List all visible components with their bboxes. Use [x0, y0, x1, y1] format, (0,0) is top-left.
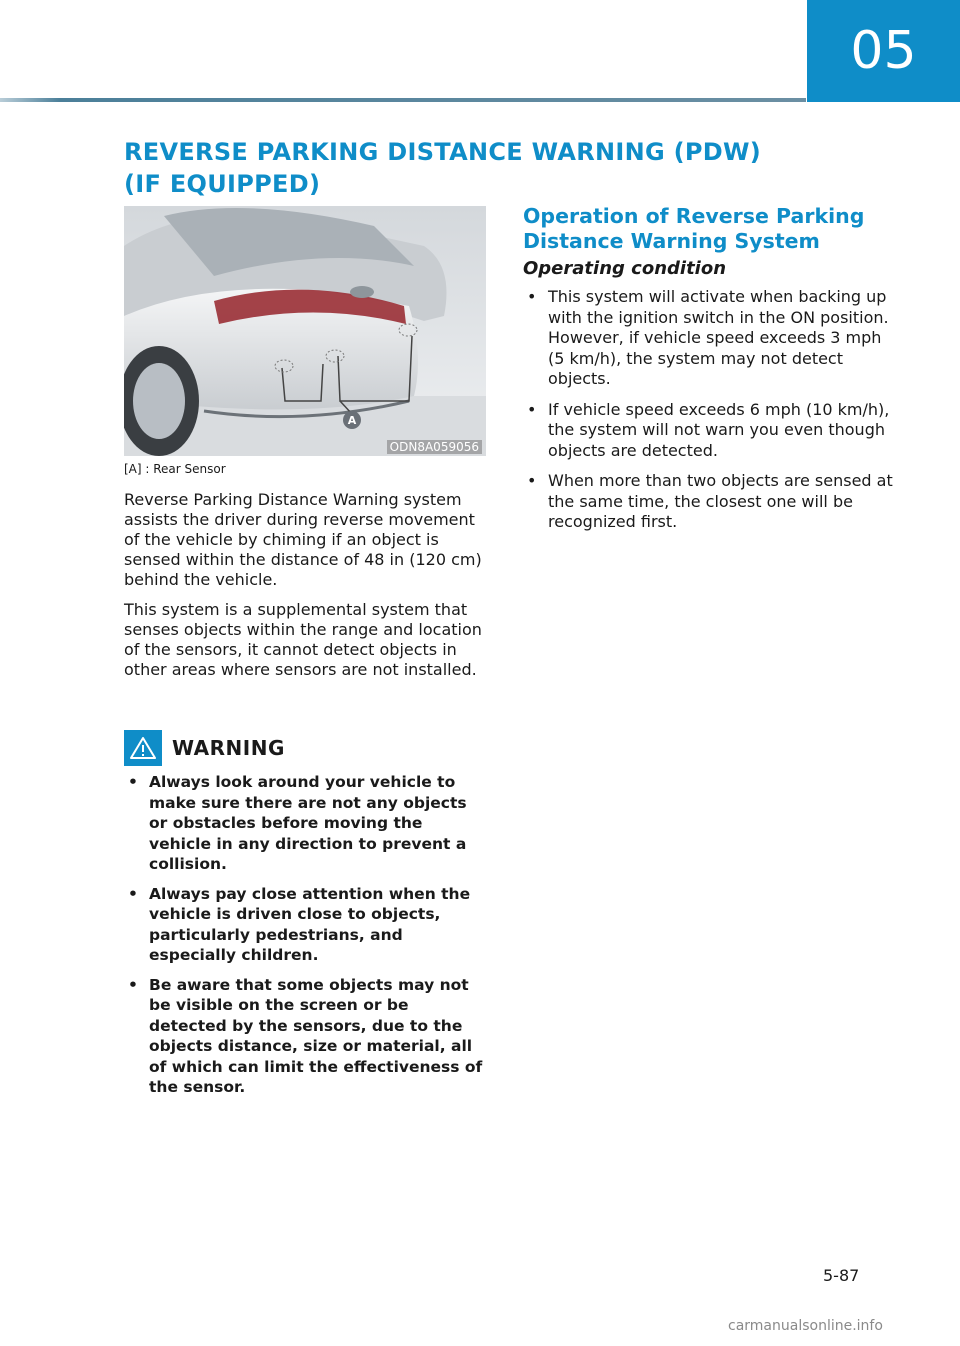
section-title-line2: (IF EQUIPPED): [124, 170, 321, 198]
operation-item: [523, 471, 893, 533]
marker-a-label: A: [347, 414, 357, 427]
intro-text: [124, 490, 490, 690]
operation-title: Operation of Reverse Parking Distance Warning System: [523, 204, 865, 253]
warning-triangle-icon: [124, 730, 162, 766]
intro-paragraph-1: Reverse Parking Distance Warning system assists the driver during reverse movement of the vehicle by chiming if an object is sensed within the distance of 48 in (120 cm) behind the vehicle.: [124, 490, 482, 589]
bullet-icon: •: [128, 975, 138, 994]
page-number: 5-87: [823, 1266, 860, 1285]
warning-item: [124, 975, 486, 1098]
operation-item-text: This system will activate when backing up with the ignition switch in the ON position. However, if vehicle speed exceeds 3 mph (5 km/h), the system may not detect objects.: [548, 287, 889, 388]
chapter-number: 05: [850, 21, 917, 81]
warning-item-text: Always look around your vehicle to make sure there are not any objects or obstacles before moving the vehicle in any direction to prevent a collision.: [149, 773, 467, 873]
rear-sensor-figure: [124, 206, 486, 456]
bullet-icon: •: [527, 287, 537, 306]
warning-item: [124, 884, 486, 966]
figure-code: ODN8A059056: [387, 440, 482, 454]
warning-box: [124, 730, 486, 1107]
bullet-icon: •: [527, 471, 537, 490]
warning-item-text: Always pay close attention when the vehicle is driven close to objects, particularly pedestrians, and especially children.: [149, 884, 471, 964]
car-rear-illustration: [124, 206, 486, 456]
operation-section: [523, 204, 893, 543]
operation-item-text: When more than two objects are sensed at the same time, the closest one will be recognized first.: [548, 471, 893, 531]
warning-header: [124, 730, 486, 766]
section-title: [124, 136, 804, 200]
intro-paragraph-2: This system is a supplemental system that senses objects within the range and location of the sensors, it cannot detect objects in other areas where sensors are not installed.: [124, 600, 482, 679]
bullet-icon: •: [527, 399, 537, 419]
watermark: carmanualsonline.info: [728, 1318, 883, 1334]
warning-list: [124, 772, 486, 1098]
operation-item-text: If vehicle speed exceeds 6 mph (10 km/h), the system will not warn you even though objects are detected.: [548, 399, 890, 460]
operation-item: [523, 287, 893, 390]
warning-title: WARNING: [172, 736, 285, 760]
operation-item: [523, 400, 893, 462]
operating-condition-heading: Operating condition: [523, 258, 727, 279]
chapter-tab: [807, 0, 960, 102]
bullet-icon: •: [128, 773, 138, 791]
operation-list: [523, 287, 893, 533]
header-rule: [0, 98, 806, 102]
warning-item: [124, 772, 486, 875]
section-title-line1: REVERSE PARKING DISTANCE WARNING (PDW): [124, 138, 762, 166]
bullet-icon: •: [128, 884, 138, 903]
warning-item-text: Be aware that some objects may not be visible on the screen or be detected by the sensors, due to the objects distance, size or material, all of which can limit the effectiveness of the sensor.: [149, 975, 483, 1096]
figure-caption: [A] : Rear Sensor: [124, 462, 226, 476]
